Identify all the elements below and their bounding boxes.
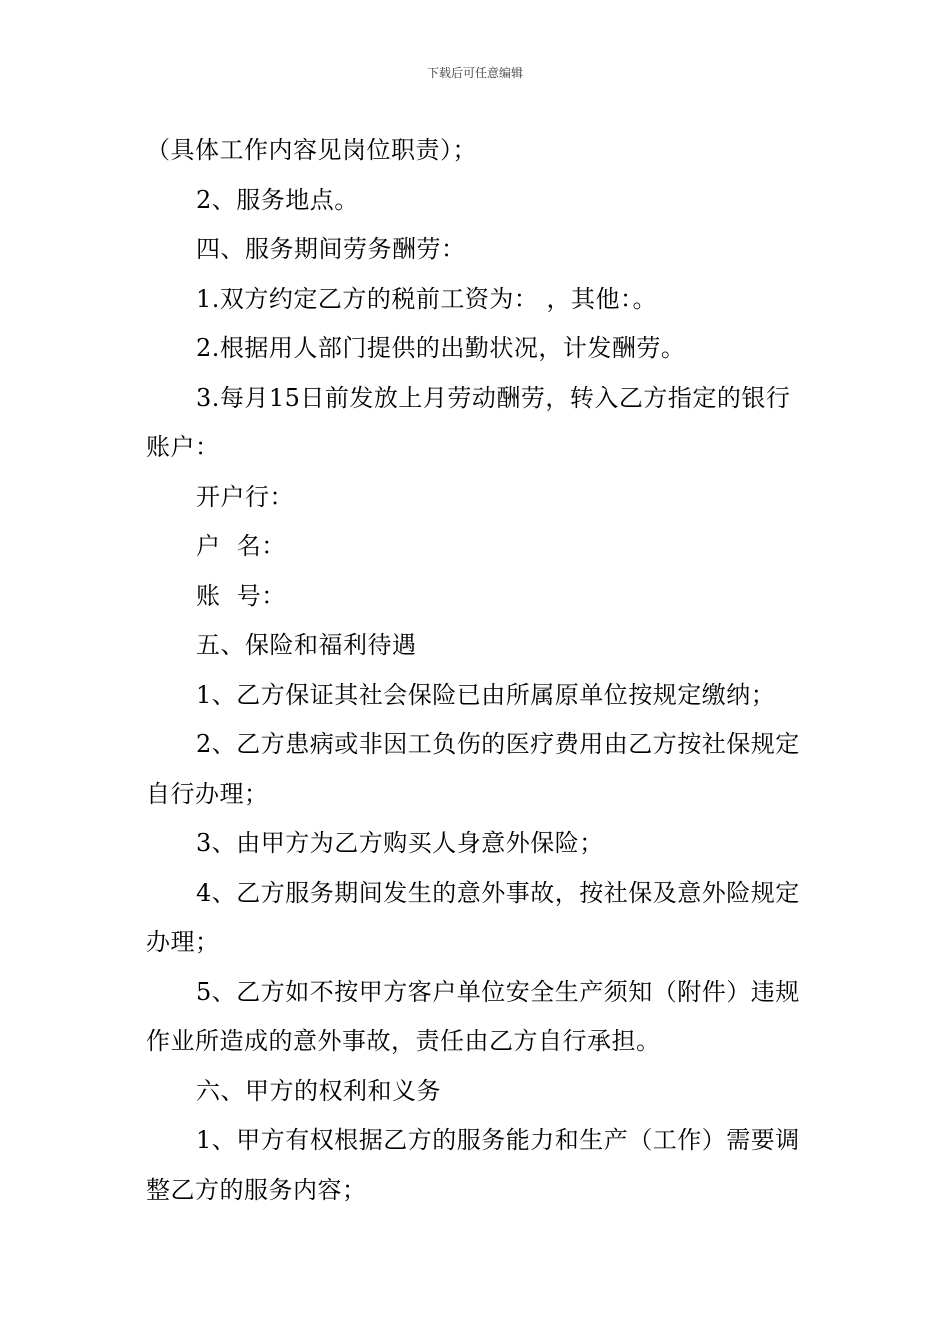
- page-header: 下载后可任意编辑: [426, 66, 523, 80]
- paragraph-attendance: 2.根据用人部门提供的出勤状况，计发酬劳。: [196, 334, 686, 362]
- section-heading-remuneration: 四、服务期间劳务酬劳：: [196, 235, 466, 263]
- paragraph-insurance-3: 3、由甲方为乙方购买人身意外保险；: [196, 829, 604, 857]
- document-body: [146, 126, 810, 1215]
- paragraph-salary: 1.双方约定乙方的税前工资为： ，其他：。: [196, 284, 658, 313]
- paragraph-bank-name: 开户行：: [196, 482, 294, 511]
- paragraph-insurance-5: 5、乙方如不按甲方客户单位安全生产须知（附件）违规作业所造成的意外事故，责任由乙方自行承担。: [146, 977, 800, 1055]
- paragraph-insurance-1: 1、乙方保证其社会保险已由所属原单位按规定缴纳；: [196, 680, 776, 709]
- paragraph-insurance-2: 2、乙方患病或非因工负伤的医疗费用由乙方按社保规定自行办理；: [146, 730, 800, 808]
- paragraph-payment-date: 3.每月15日前发放上月劳动酬劳，转入乙方指定的银行账户：: [146, 383, 791, 461]
- paragraph-service-location: 2、服务地点。: [196, 185, 359, 214]
- paragraph-account-name: 户 名：: [196, 532, 286, 560]
- paragraph-job-content: （具体工作内容见岗位职责）；: [146, 136, 477, 164]
- paragraph-account-number: 账 号：: [196, 581, 286, 610]
- paragraph-party-a-rights-1: 1、甲方有权根据乙方的服务能力和生产（工作）需要调整乙方的服务内容；: [146, 1126, 800, 1204]
- section-heading-party-a-rights: 六、甲方的权利和义务: [196, 1076, 441, 1105]
- paragraph-insurance-4: 4、乙方服务期间发生的意外事故，按社保及意外险规定办理；: [146, 878, 800, 956]
- section-heading-insurance: 五、保险和福利待遇: [196, 631, 417, 659]
